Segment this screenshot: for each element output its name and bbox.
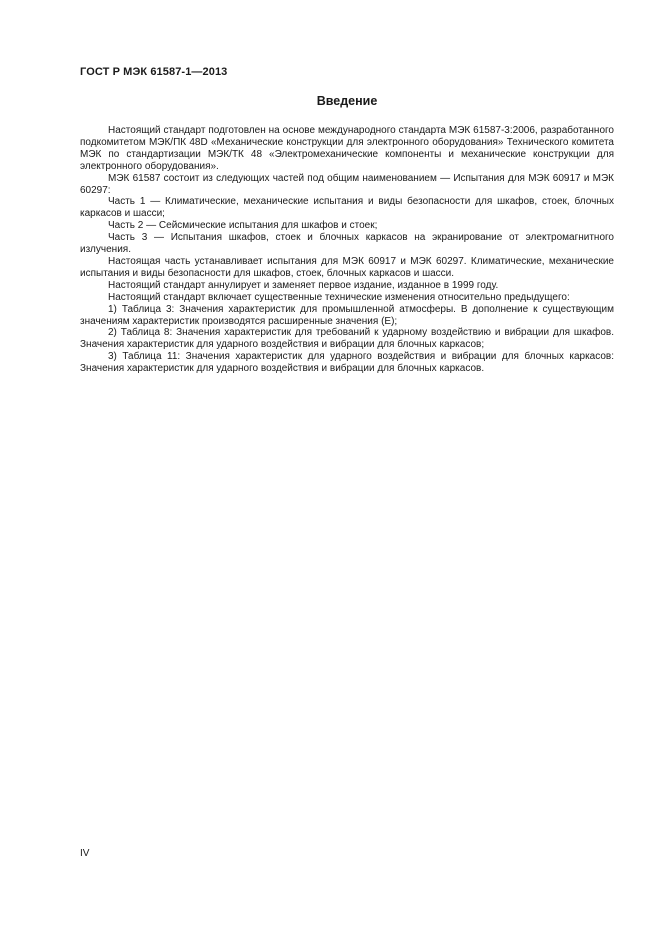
paragraph-part-3: Часть 3 — Испытания шкафов, стоек и блочных каркасов на экранирование от электромагнитного излучения. [80,232,614,256]
paragraph-change-1: 1) Таблица 3: Значения характеристик для промышленной атмосферы. В дополнение к существующим значениям характеристик производятся расширенные значения (Е); [80,303,614,327]
document-header: ГОСТ Р МЭК 61587-1—2013 [80,66,228,78]
paragraph-replaces: Настоящий стандарт аннулирует и заменяет первое издание, изданное в 1999 году. [108,279,499,291]
paragraph-change-3: 3) Таблица 11: Значения характеристик для ударного воздействия и вибрации для блочных каркасов: Значения характеристик для ударного воздействия и вибрации для блочных каркасов. [80,351,614,375]
paragraph-scope: Настоящая часть устанавливает испытания для МЭК 60917 и МЭК 60297. Климатические, механические испытания и виды безопасности для шкафов, стоек, блочных каркасов и шасси. [80,255,614,279]
paragraph-intro: Настоящий стандарт подготовлен на основе международного стандарта МЭК 61587-3:2006, разработанного подкомитетом МЭК/ПК 48D «Механические конструкции для электронного оборудования» Технического комитета МЭК по стандартизации МЭК/ТК 48 «Электромеханические компоненты и механические конструкции для электронного оборудования». [80,125,614,172]
paragraph-parts: МЭК 61587 состоит из следующих частей под общим наименованием — Испытания для МЭК 60917 и МЭК 60297: [80,172,614,196]
paragraph-part-2: Часть 2 — Сейсмические испытания для шкафов и стоек; [108,220,378,232]
paragraph-changes: Настоящий стандарт включает существенные технические изменения относительно предыдущего: [108,291,570,303]
body-text [80,125,614,375]
section-title: Введение [316,94,378,108]
page-number: IV [80,848,90,859]
paragraph-part-1: Часть 1 — Климатические, механические испытания и виды безопасности для шкафов, стоек, блочных каркасов и шасси; [80,196,614,220]
paragraph-change-2: 2) Таблица 8: Значения характеристик для требований к ударному воздействию и вибрации для шкафов. Значения характеристик для ударного воздействия и вибрации для блочных каркасов; [80,327,614,351]
